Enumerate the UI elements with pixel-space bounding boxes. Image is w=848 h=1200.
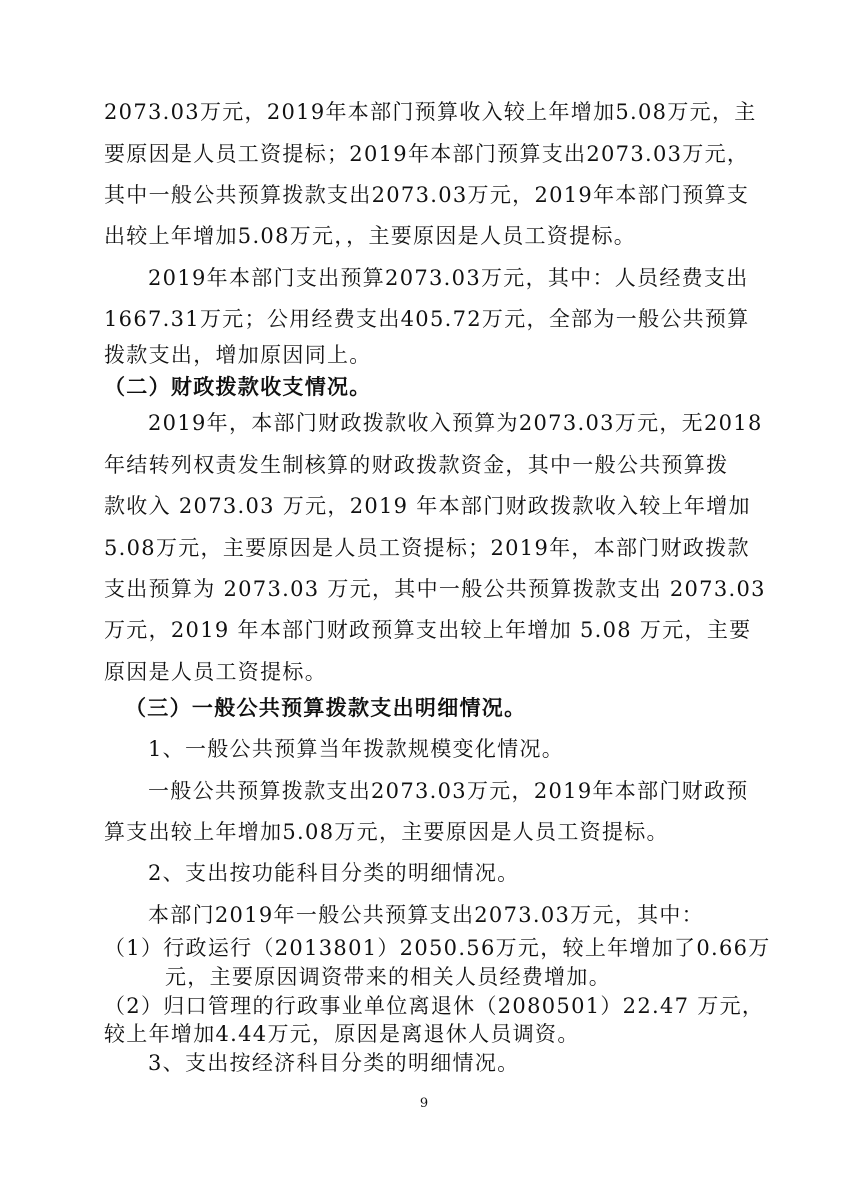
subsection-heading: 3、支出按经济科目分类的明细情况。 (148, 1051, 520, 1075)
text-line: 其中一般公共预算拨款支出2073.03万元，2019年本部门预算支 (104, 183, 750, 207)
text-line: 万元，2019 年本部门财政预算支出较上年增加 5.08 万元，主要 (104, 618, 752, 642)
text-line: 2019年本部门支出预算2073.03万元，其中：人员经费支出 (148, 266, 749, 290)
text-line: 较上年增加4.44万元，原因是离退休人员调资。 (104, 1022, 580, 1046)
text-line: 算支出较上年增加5.08万元，主要原因是人员工资提标。 (104, 820, 669, 844)
page-number: 9 (419, 1096, 429, 1111)
text-line: 出较上年增加5.08万元，，主要原因是人员工资提标。 (104, 224, 637, 248)
text-line: 本部门2019年一般公共预算支出2073.03万元，其中： (148, 903, 704, 927)
text-line: 2073.03万元，2019年本部门预算收入较上年增加5.08万元，主 (104, 100, 757, 124)
text-line: 年结转列权责发生制核算的财政拨款资金，其中一般公共预算拨 (104, 453, 729, 477)
text-line: 拨款支出，增加原因同上。 (104, 343, 372, 367)
section-heading: （二）财政拨款收支情况。 (104, 374, 372, 399)
text-line: 一般公共预算拨款支出2073.03万元，2019年本部门财政预 (148, 779, 749, 803)
section-heading: （三）一般公共预算拨款支出明细情况。 (125, 695, 527, 720)
subsection-heading: 2、支出按功能科目分类的明细情况。 (148, 861, 520, 885)
text-line: 元，主要原因调资带来的相关人员经费增加。 (165, 965, 611, 989)
text-line: 款收入 2073.03 万元，2019 年本部门财政拨款收入较上年增加 (104, 494, 751, 518)
text-line: 5.08万元，主要原因是人员工资提标；2019年，本部门财政拨款 (104, 536, 750, 560)
text-line: 支出预算为 2073.03 万元，其中一般公共预算拨款支出 2073.03 (104, 577, 766, 601)
text-line: （2）归口管理的行政事业单位离退休（2080501）22.47 万元， (104, 994, 765, 1018)
text-line: 2019年，本部门财政拨款收入预算为2073.03万元，无2018 (148, 411, 763, 435)
text-line: （1）行政运行（2013801）2050.56万元，较上年增加了0.66万 (104, 936, 771, 960)
text-line: 原因是人员工资提标。 (104, 660, 327, 684)
text-line: 要原因是人员工资提标；2019年本部门预算支出2073.03万元， (104, 142, 750, 166)
text-line: 1667.31万元；公用经费支出405.72万元，全部为一般公共预算 (104, 307, 750, 331)
subsection-heading: 1、一般公共预算当年拨款规模变化情况。 (148, 737, 565, 761)
